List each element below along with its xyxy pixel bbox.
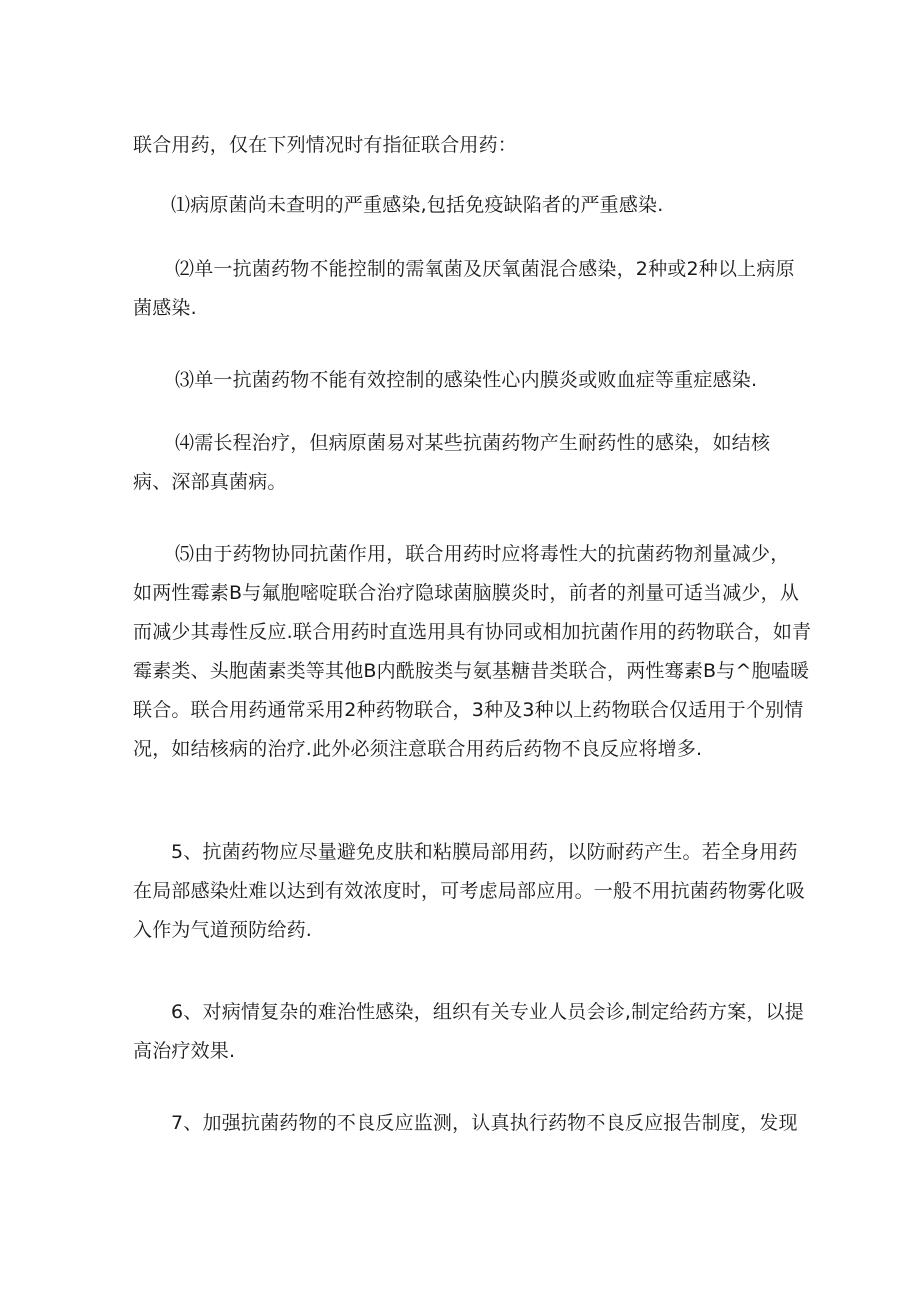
text-line: ⑸由于药物协同抗菌作用，联合用药时应将毒性大的抗菌药物剂量减少， [175,543,790,565]
text-line: 在局部感染灶难以达到有效浓度时，可考虑局部应用。一般不用抗菌药物雾化吸 [133,880,806,902]
text-line: 5、抗菌药物应尽量避免皮肤和粘膜局部用药，以防耐药产生。若全身用药 [171,841,798,863]
text-line: ⑷需长程治疗，但病原菌易对某些抗菌药物产生耐药性的感染，如结核 [175,432,771,454]
text-line: 菌感染. [133,297,197,319]
paragraph-item-5 [133,535,812,769]
text-line: 况，如结核病的治疗.此外必须注意联合用药后药物不良反应将增多. [133,738,703,760]
text-line: ⑶单一抗菌药物不能有效控制的感染性心内膜炎或败血症等重症感染. [175,369,758,391]
text-line: ⑴病原菌尚未查明的严重感染,包括免疫缺陷者的严重感染. [171,194,664,216]
paragraph-item-2 [133,250,795,328]
paragraph-item-4 [133,424,773,502]
text-line: 7、加强抗菌药物的不良反应监测，认真执行药物不良反应报告制度，发现 [171,1112,798,1134]
text-line: 联合。联合用药通常采用2种药物联合，3种及3种以上药物联合仅适用于个别情 [133,699,804,721]
text-line: 如两性霉素B与氟胞嘧啶联合治疗隐球菌脑膜炎时，前者的剂量可适当减少，从 [133,582,800,604]
text-line: 霉素类、头胞菌素类等其他B内酰胺类与氨基糖昔类联合，两性骞素B与^胞嗑暖 [133,660,810,682]
paragraph-rule-5 [133,833,806,950]
paragraph-item-1 [133,186,773,225]
text-line: 而减少其毒性反应.联合用药时直选用具有协同或相加抗菌作用的药物联合，如青 [133,621,812,643]
paragraph-rule-7 [133,1104,798,1143]
paragraph-intro [133,126,773,165]
text-line: 病、深部真菌病。 [133,471,287,493]
paragraph-item-3 [133,361,773,400]
text-line: 联合用药，仅在下列情况时有指征联合用药： [133,134,518,156]
text-line: 6、对病情复杂的难治性感染，组织有关专业人员会诊,制定给药方案，以提 [171,1001,804,1023]
text-line: 入作为气道预防给药. [133,919,313,941]
paragraph-rule-6 [133,993,804,1071]
text-line: 高治疗效果. [133,1040,236,1062]
text-line: ⑵单一抗菌药物不能控制的需氧菌及厌氧菌混合感染，2种或2种以上病原 [175,258,795,280]
